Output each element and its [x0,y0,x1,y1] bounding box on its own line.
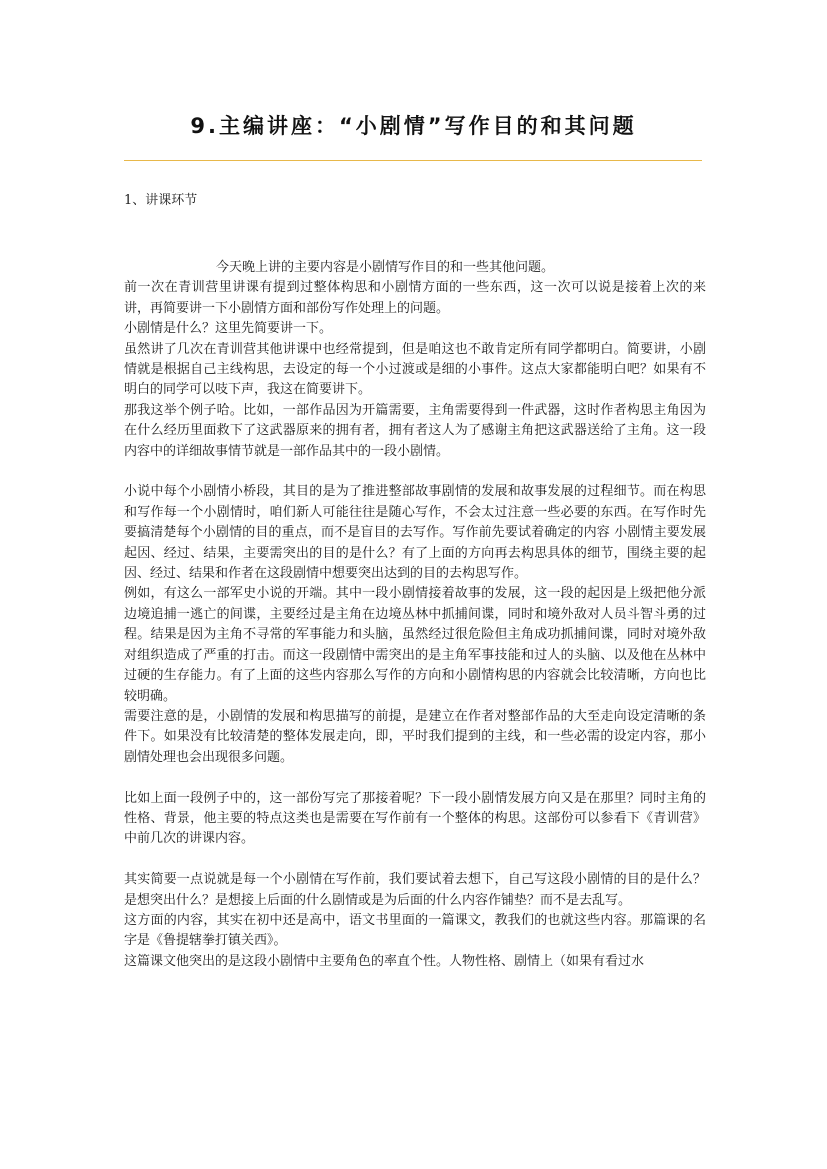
paragraph: 需要注意的是，小剧情的发展和构思描写的前提，是建立在作者对整部作品的大至走向设定清晰的条件下。如果没有比较清楚的整体发展走向，即，平时我们提到的主线，和一些必需的设定内容，那小剧情处理也会出现很多问题。 [124,708,706,765]
paragraph-spacer [124,850,706,870]
paragraph: 小剧情是什么？这里先简要讲一下。 [124,321,333,337]
paragraph: 例如，有这么一部军史小说的开端。其中一段小剧情接着故事的发展，这一段的起因是上级把他分派边境追捕一逃亡的间谍，主要经过是主角在边境丛林中抓捕间谍，同时和境外敌对人员斗智斗勇的过程。结果是因为主角不寻常的军事能力和头脑，虽然经过很危险但主角成功抓捕间谍，同时对境外敌对组织造成了严重的打击。而这一段剧情中需突出的是主角军事技能和过人的头脑、以及他在丛林中过硬的生存能力。有了上面的这些内容那么写作的方向和小剧情构思的内容就会比较清晰，方向也比较明确。 [124,586,706,704]
paragraph-spacer [124,462,706,482]
section-heading: 1、讲课环节 [124,193,198,208]
paragraph: 比如上面一段例子中的，这一部份写完了那接着呢？下一段小剧情发展方向又是在那里？同时主角的性格、背景，他主要的特点这类也是需要在写作前有一个整体的构思。这部份可以参看下《青训营》中前几次的讲课内容。 [124,790,706,847]
paragraph: 这方面的内容，其实在初中还是高中，语文书里面的一篇课文，教我们的也就这些内容。那篇课的名字是《鲁提辖拳打镇关西》。 [124,912,706,949]
paragraph: 那我这举个例子哈。比如，一部作品因为开篇需要，主角需要得到一件武器，这时作者构思主角因为在什么经历里面救下了这武器原来的拥有者，拥有者这人为了感谢主角把这武器送给了主角。这一段内容中的详细故事情节就是一部作品其中的一段小剧情。 [124,402,706,459]
document-body [124,258,706,972]
paragraph-spacer [124,768,706,788]
paragraph: 这篇课文他突出的是这段小剧情中主要角色的率直个性。人物性格、剧情上（如果有看过水 [124,953,645,969]
document-title: 9.主编讲座：“小剧情”写作目的和其问题 [190,114,637,138]
title-divider [124,160,702,161]
paragraph: 虽然讲了几次在青训营其他讲课中也经常提到，但是咱这也不敢肯定所有同学都明白。简要讲，小剧情就是根据自己主线构思，去设定的每一个小过渡或是细的小事件。这点大家都能明白吧？如果有不明白的同学可以吱下声，我这在简要讲下。 [124,341,706,398]
paragraph: 今天晚上讲的主要内容是小剧情写作目的和一些其他问题。 [216,260,555,275]
paragraph: 小说中每个小剧情小桥段，其目的是为了推进整部故事剧情的发展和故事发展的过程细节。而在构思和写作每一个小剧情时，咱们新人可能往往是随心写作，不会太过注意一些必要的东西。在写作时先要搞清楚每个小剧情的目的重点，而不是盲目的去写作。写作前先要试着确定的内容 小剧情主要发展起因、经过、结果，主要需突出的目的是什么？有了上面的方向再去构思具体的细节，围绕主要的起因、经过、结果和作者在这段剧情中想要突出达到的目的去构思写作。 [124,484,706,582]
paragraph: 前一次在青训营里讲课有提到过整体构思和小剧情方面的一些东西，这一次可以说是接着上次的来讲，再简要讲一下小剧情方面和部份写作处理上的问题。 [124,280,706,316]
paragraph: 其实简要一点说就是每一个小剧情在写作前，我们要试着去想下，自己写这段小剧情的目的是什么？是想突出什么？是想接上后面的什么剧情或是为后面的什么内容作铺垫？而不是去乱写。 [124,872,706,908]
